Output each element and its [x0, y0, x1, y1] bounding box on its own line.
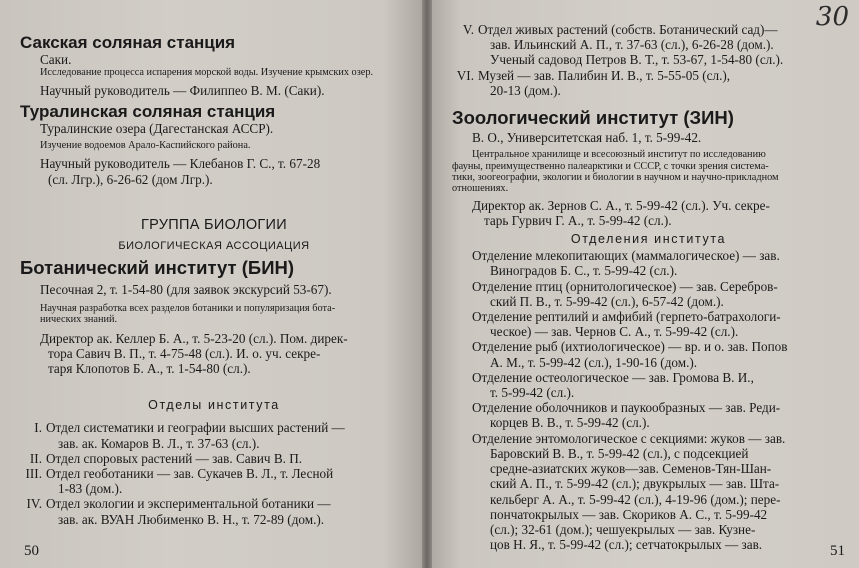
- department-number: V.: [462, 22, 474, 37]
- directors-block: [452, 198, 845, 228]
- department-line: А. М., т. 5-99-42 (сл.), 1-90-16 (дом.).: [490, 354, 698, 370]
- staff-line: (сл. Лгр.), 6-26-62 (дом Лгр.).: [48, 171, 213, 187]
- department-line: пончатокрылых — зав. Скориков А. С., т. 5-99-42: [490, 506, 768, 522]
- department-line: 1-83 (дом.).: [58, 481, 123, 497]
- department-line: Отдел систематики и географии высших растений —: [46, 420, 345, 436]
- department-line: Отдел геоботаники — зав. Сукачев В. Л., т. Лесной: [46, 466, 334, 482]
- department-number: VI.: [456, 67, 474, 83]
- department-line: Баровский В. В., т. 5-99-42 (сл.), с подсекцией: [490, 445, 749, 461]
- institute-description-line: нических знаний.: [40, 314, 118, 326]
- director-line: таря Клопотов Б. А., т. 1-54-80 (сл.).: [48, 361, 251, 377]
- zin-departments-list: [452, 248, 845, 552]
- section-address: Туралинские озера (Дагестанская АССР).: [40, 120, 274, 136]
- department-line: ческое) — зав. Чернов С. А., т. 5-99-42 (сл.).: [490, 324, 739, 340]
- department-line: Отделение оболочников и паукообразных — зав. Реди-: [472, 400, 781, 416]
- department-line: цов Н. Я., т. 5-99-42 (сл.); сетчатокрылых — зав.: [490, 537, 763, 553]
- director-line: тора Савич В. П., т. 4-75-48 (сл.). И. о. уч. секре-: [48, 346, 321, 362]
- institute-description-line: фауны, преимущественно палеарктики и СССР, с точки зрения система-: [452, 160, 769, 172]
- staff-line: Научный руководитель — Филиппео В. М. (Саки).: [40, 82, 325, 98]
- staff-line: Научный руководитель — Клебанов Г. С., т. 67-28: [40, 156, 321, 172]
- department-line: Отделение птиц (орнитологическое) — зав. Серебров-: [472, 278, 778, 294]
- group-title: ГРУППА БИОЛОГИИ: [140, 216, 287, 233]
- turali-station-section: [20, 103, 408, 187]
- department-line: Ученый садовод Петров В. Т., т. 53-67, 1-54-80 (сл.).: [490, 52, 784, 68]
- institute-address: В. О., Университетская наб. 1, т. 5-99-42.: [472, 130, 702, 146]
- department-line: т. 5-99-42 (сл.).: [490, 385, 575, 401]
- institute-title: [452, 108, 845, 128]
- department-line: зав. ак. Комаров В. Л., т. 37-63 (сл.).: [58, 435, 260, 451]
- departments-heading: Отделы института: [148, 398, 280, 413]
- department-line: Отдел споровых растений — зав. Савич В. П.: [46, 450, 303, 466]
- section-title: Сакская соляная станция: [20, 33, 236, 52]
- department-item: [20, 496, 408, 511]
- departments-list: [20, 420, 408, 526]
- association-title: БИОЛОГИЧЕСКАЯ АССОЦИАЦИЯ: [118, 239, 310, 252]
- institute-name: Зоологический институт (ЗИН): [452, 107, 734, 129]
- departments-heading: Отделения института: [570, 232, 727, 247]
- page-number: 51: [830, 543, 845, 559]
- right-page: [426, 0, 859, 568]
- department-number: III.: [25, 466, 42, 482]
- book-gutter: [422, 0, 432, 568]
- department-line: средне-азиатских жуков—зав. Семенов-Тян-Шан-: [490, 461, 772, 477]
- institute-address: Песочная 2, т. 1-54-80 (для заявок экскурсий 53-67).: [40, 281, 332, 297]
- bin-section: [20, 258, 408, 527]
- department-line: 20-13 (дом.).: [490, 82, 561, 98]
- departments-continued: [452, 22, 845, 98]
- page-number: 50: [24, 543, 39, 559]
- department-line: Отделение остеологическое — зав. Громова В. И.,: [472, 369, 754, 385]
- department-line: Отделение рыб (ихтиологическое) — вр. и о. зав. Попов: [472, 339, 788, 355]
- director-line: Директор ак. Зернов С. А., т. 5-99-42 (сл.). Уч. секре-: [472, 197, 770, 213]
- department-line: зав. Ильинский А. П., т. 37-63 (сл.), 6-26-28 (дом.).: [490, 37, 774, 53]
- institute-description-line: отношениях.: [452, 183, 509, 195]
- department-line: Музей — зав. Палибин И. В., т. 5-55-05 (сл.),: [478, 67, 731, 83]
- director-line: Директор ак. Келлер Б. А., т. 5-23-20 (сл.). Пом. дирек-: [40, 330, 348, 346]
- department-line: Отделение млекопитающих (маммалогическое) — зав.: [472, 248, 780, 264]
- section-title: Туралинская соляная станция: [20, 101, 276, 121]
- department-item: [452, 22, 845, 37]
- department-line: Отдел живых растений (собств. Ботанический сад)—: [478, 22, 778, 37]
- department-line: ский П. В., т. 5-99-42 (сл.), 6-57-42 (дом.).: [490, 293, 724, 309]
- department-line: зав. ак. ВУАН Любименко В. Н., т. 72-89 (дом.).: [58, 511, 325, 527]
- director-line: тарь Гурвич Г. А., т. 5-99-42 (сл.).: [484, 213, 672, 229]
- institute-title: [20, 258, 408, 278]
- institute-description-line: Научная разработка всех разделов ботаники и популяризация бота-: [40, 303, 336, 315]
- institute-description-line: тики, зоогеографии, экологии и биологии в научном и научно-прикладном: [452, 172, 779, 184]
- department-line: корцев В. В., т. 5-99-42 (сл.).: [490, 415, 650, 431]
- section-address: Саки.: [40, 52, 72, 67]
- institute-description-line: Центральное хранилище и всесоюзный институт по исследованию: [472, 149, 766, 161]
- department-number: IV.: [26, 496, 42, 512]
- institute-name: Ботанический институт (БИН): [20, 256, 295, 278]
- department-line: (сл.); 32-61 (дом.); чешуекрылых — зав. Кузне-: [490, 521, 756, 537]
- department-line: Отдел экологии и экспериментальной ботаники —: [46, 496, 331, 512]
- pencil-page-mark: 30: [815, 2, 849, 32]
- section-description: Изучение водоемов Арало-Каспийского района.: [40, 140, 251, 152]
- left-page: [0, 0, 426, 568]
- institute-description: [452, 149, 845, 195]
- department-line: ский А. П., т. 5-99-42 (сл.); двукрылых — зав. Шта-: [490, 476, 780, 492]
- department-number: II.: [29, 450, 42, 466]
- directors-block: [20, 331, 408, 377]
- department-line: Виноградов Б. С., т. 5-99-42 (сл.).: [490, 263, 678, 279]
- department-item: [20, 451, 408, 466]
- saki-station-section: [20, 34, 408, 98]
- department-item: [20, 420, 408, 435]
- department-item: [452, 68, 845, 83]
- zin-section: [452, 108, 845, 552]
- department-line: кельберг А. А., т. 5-99-42 (сл.), 4-19-96 (дом.); пере-: [490, 491, 781, 507]
- department-number: I.: [34, 420, 42, 436]
- department-item: [20, 466, 408, 481]
- department-line: Отделение рептилий и амфибий (герпето-батрахологи-: [472, 309, 781, 325]
- section-description: Исследование процесса испарения морской воды. Изучение крымских озер.: [40, 67, 374, 79]
- department-line: Отделение энтомологическое с секциями: жуков — зав.: [472, 430, 786, 446]
